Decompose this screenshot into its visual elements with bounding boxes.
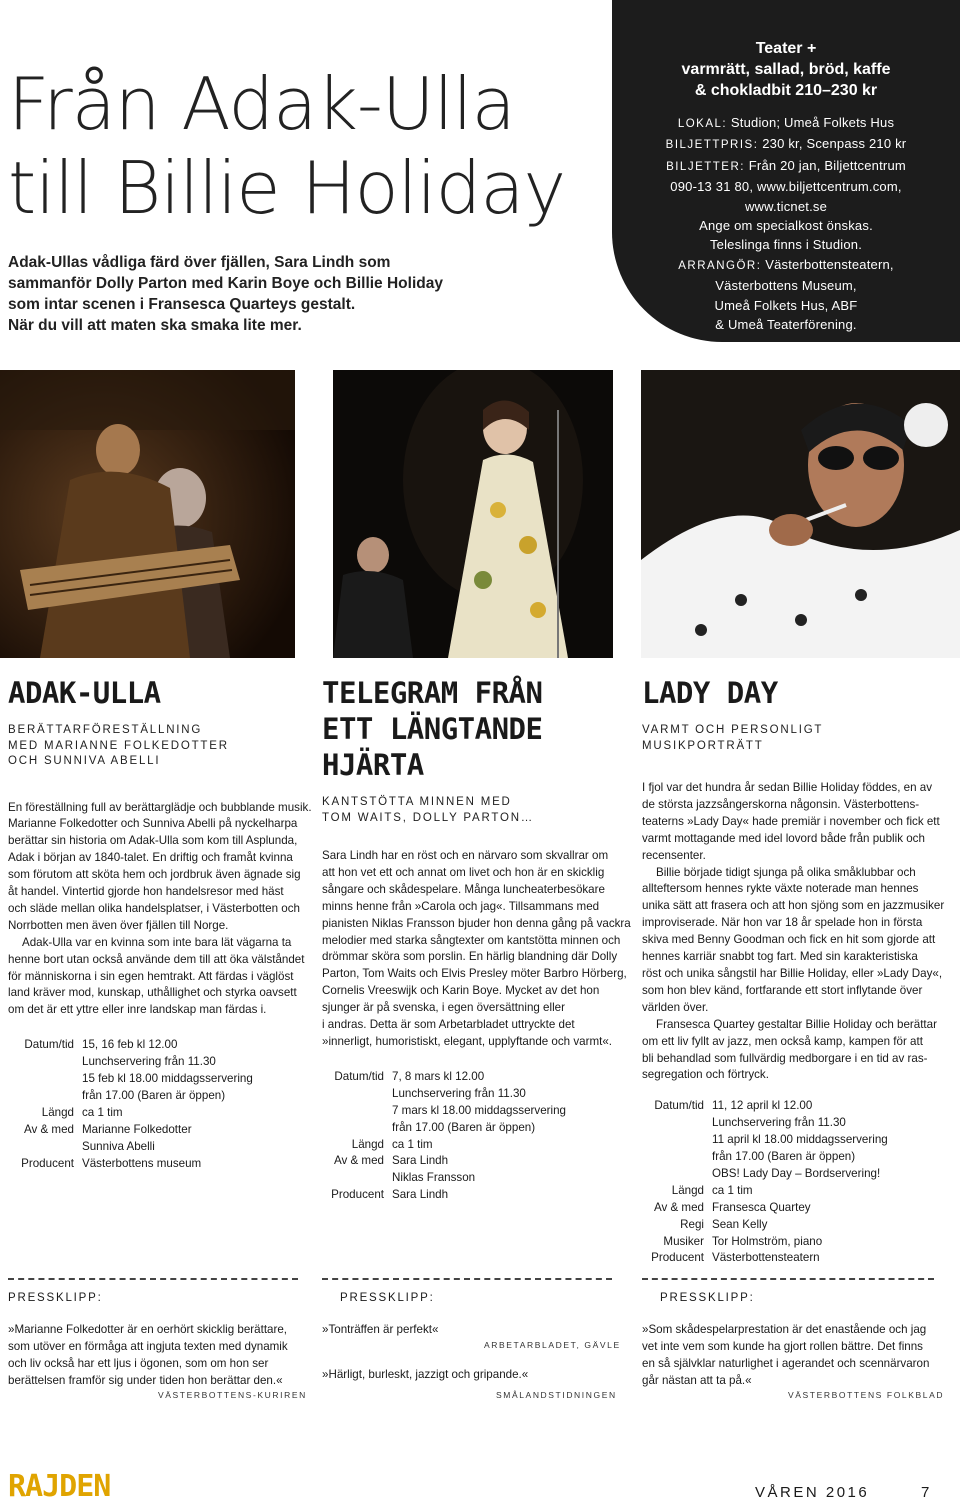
fact-line: Västerbottens museum xyxy=(82,1156,202,1170)
fact-row xyxy=(642,1098,932,1183)
lede-line: Adak-Ullas vådliga färd över fjällen, Sara Lindh som xyxy=(8,254,391,271)
body-line: improviserade. När hon var 18 år spelade hon in första xyxy=(642,916,923,930)
infobox-arrangor xyxy=(612,255,960,276)
fact-key: Producent xyxy=(331,1188,384,1202)
body-line: varmt mottagande med idel lovord både från publik och xyxy=(642,831,925,845)
lokal-value: Studion; Umeå Folkets Hus xyxy=(727,115,895,130)
fact-line: Niklas Fransson xyxy=(392,1171,476,1185)
subtitle-line: MED MARIANNE FOLKEDOTTER xyxy=(8,739,229,752)
fact-line: ca 1 tim xyxy=(82,1105,123,1119)
fact-value xyxy=(712,1217,767,1234)
body-line: melodier med starka sångtexter om kantstötta minnen och xyxy=(322,933,621,947)
body-line: världen över. xyxy=(642,1000,709,1014)
fact-key: Längd xyxy=(41,1105,74,1119)
fact-key: Längd xyxy=(351,1137,384,1151)
body-line: Norrbotten men även över fjällen till Norge. xyxy=(8,918,229,932)
fact-list xyxy=(322,1069,612,1204)
press-quote xyxy=(8,1322,288,1390)
fact-key: Datum/tid xyxy=(24,1038,74,1052)
quote-line: berättelsen framför sig under tiden hon berättar den.« xyxy=(8,1373,283,1387)
title-line: TELEGRAM FRÅN xyxy=(322,676,543,710)
body-line: Cornelis Vreeswijk och Karin Boye. Mycket av det hon xyxy=(322,984,600,998)
article-subtitle xyxy=(642,723,932,754)
body-line: land kräver mod, kunskap, uthållighet och styrka oavsett xyxy=(8,986,297,1000)
fact-value xyxy=(82,1122,192,1156)
quote-line: »Marianne Folkedotter är en oerhört skicklig berättare, xyxy=(8,1323,288,1336)
article-subtitle xyxy=(8,723,298,770)
fact-row xyxy=(642,1217,932,1234)
fact-line: Marianne Folkedotter xyxy=(82,1122,192,1136)
fact-value xyxy=(392,1137,433,1154)
body-line: Fransesca Quartey gestaltar Billie Holiday och berättar xyxy=(656,1017,937,1031)
fact-line: Lunchservering från 11.30 xyxy=(712,1116,846,1130)
body-line: de största jazzsångerskorna någonsin. Västerbottens- xyxy=(642,797,920,811)
article-title xyxy=(642,675,932,711)
rajden-logo xyxy=(8,1468,116,1504)
fact-row xyxy=(642,1250,932,1267)
fact-line: 15, 16 feb kl 12.00 xyxy=(82,1038,178,1052)
divider xyxy=(8,1278,298,1280)
fact-value xyxy=(712,1200,811,1217)
photo-telegram xyxy=(333,370,613,658)
press-quote xyxy=(322,1322,438,1339)
fact-row xyxy=(8,1105,298,1122)
divider xyxy=(322,1278,612,1280)
photo-adak-ulla xyxy=(0,370,295,658)
page-number: 7 xyxy=(921,1484,930,1501)
body-line: och släde mellan olika handelsplatser, i Västerbotten och xyxy=(8,901,300,915)
footer-season: VÅREN 2016 xyxy=(755,1484,870,1501)
article-lady-day xyxy=(642,675,945,1267)
fact-line: Sunniva Abelli xyxy=(82,1139,155,1153)
body-line: En föreställning full av berättarglädje och bubblande musik. xyxy=(8,800,312,814)
body-line: recensenter. xyxy=(642,848,706,862)
quote-line: vet inte vem som kunde ha gjort rollen bättre. Det finns xyxy=(642,1339,923,1353)
lokal-label: LOKAL: xyxy=(677,118,728,130)
fact-key: Längd xyxy=(671,1183,704,1197)
body-line: att hon vet ett och annat om livet och hon är en skicklig xyxy=(322,865,605,879)
fact-value xyxy=(712,1234,822,1251)
body-line: unika sätt att frasera och att hon sjöng som en jazzmusiker xyxy=(642,899,945,913)
infobox-arrangor-line: Västerbottens Museum, xyxy=(715,278,857,294)
subtitle-line: KANTSTÖTTA MINNEN MED xyxy=(322,796,512,808)
fact-row xyxy=(322,1187,612,1204)
fact-line: från 17.00 (Baren är öppen) xyxy=(712,1150,856,1164)
fact-line: Sean Kelly xyxy=(712,1217,768,1231)
fact-line: ca 1 tim xyxy=(712,1183,753,1197)
title-line-1: Från Adak-Ulla xyxy=(8,62,515,146)
fact-value xyxy=(82,1156,201,1173)
body-line: i andras. Detta är som Arbetarbladet uttryckte det xyxy=(322,1018,575,1032)
quote-line: »Som skådespelarprestation är det enastående och jag xyxy=(642,1323,927,1336)
article-body xyxy=(322,848,631,1051)
body-line: röst och unika sångstil har Billie Holiday, eller »Lady Day«, xyxy=(642,966,943,980)
quote-line: en så självklar naturlighet i agerandet och scennärvaron xyxy=(642,1356,930,1370)
fact-line: Fransesca Quartey xyxy=(712,1200,811,1214)
body-line: Marianne Folkedotter och Sunniva Abelli på nyckelharpa xyxy=(8,817,298,831)
article-subtitle xyxy=(322,795,612,826)
infobox-heading-line: & chokladbit 210–230 kr xyxy=(694,82,878,99)
fact-line: Lunchservering från 11.30 xyxy=(82,1055,216,1069)
fact-row xyxy=(8,1122,298,1156)
body-line: pianisten Niklas Fransson bjuder hon denna gång på vackra xyxy=(322,916,631,930)
press-label: PRESSKLIPP: xyxy=(8,1292,103,1304)
fact-list xyxy=(8,1037,298,1172)
infobox-biljetter xyxy=(612,156,960,177)
fact-row xyxy=(322,1153,612,1187)
fact-line: från 17.00 (Baren är öppen) xyxy=(392,1120,536,1134)
quote-line: »Härligt, burleskt, jazzigt och gripande.« xyxy=(322,1368,529,1381)
biljetter-value: Från 20 jan, Biljettcentrum xyxy=(744,157,906,173)
infobox-special-line: Ange om specialkost önskas. xyxy=(699,218,873,234)
fact-list xyxy=(642,1098,932,1267)
body-line: teaterns »Lady Day« hade premiär i november och fick ett xyxy=(642,814,940,828)
body-line: segregation och förtryck. xyxy=(642,1068,769,1082)
body-line: sjunger är på svenska, i egen översättning eller xyxy=(322,1001,565,1015)
fact-value xyxy=(392,1187,448,1204)
press-source: SMÅLANDSTIDNINGEN xyxy=(496,1390,617,1400)
fact-line: OBS! Lady Day – Bordservering! xyxy=(712,1166,881,1180)
press-label: PRESSKLIPP: xyxy=(340,1292,435,1304)
press-source: VÄSTERBOTTENS-KURIREN xyxy=(158,1390,307,1400)
article-title xyxy=(8,675,298,711)
body-line: om det är ett yttre eller inre landskap man färdas i. xyxy=(8,1003,267,1017)
body-line: om ett liv fyllt av jazz, men också kamp, kampen för att xyxy=(642,1034,923,1048)
body-line: minns henne från »Carola och jag«. Tillsammans med xyxy=(322,899,600,913)
fact-line: 11 april kl 18.00 middagsservering xyxy=(712,1133,888,1147)
fact-value xyxy=(712,1250,820,1267)
fact-value xyxy=(82,1037,253,1105)
fact-row xyxy=(322,1069,612,1137)
press-source: ARBETARBLADET, GÄVLE xyxy=(484,1340,621,1350)
page-title xyxy=(8,62,598,230)
fact-value xyxy=(392,1153,475,1187)
article-body xyxy=(8,800,312,1020)
body-line: Parton, Tom Waits och Elvis Presley möter Barbro Hörberg, xyxy=(322,967,627,981)
fact-key: Producent xyxy=(21,1156,74,1170)
body-line: skiva med Benny Goodman och fick en hit som gjorde att xyxy=(642,933,936,947)
biljetter-label: BILJETTER: xyxy=(666,160,745,173)
body-line: sångare och skådespelare. Många luncheaterbesökare xyxy=(322,882,605,896)
fact-key: Datum/tid xyxy=(654,1099,704,1113)
title-line: ADAK-ULLA xyxy=(8,676,161,710)
quote-line: som utöver en förmåga att ingjuta texten med dynamik xyxy=(8,1339,288,1353)
biljettpris-value: 230 kr, Scenpass 210 kr xyxy=(758,136,907,152)
fact-row xyxy=(322,1137,612,1154)
fact-value xyxy=(712,1183,753,1200)
body-line: drömmar sköra som porslin. En härlig blandning där Dolly xyxy=(322,950,618,964)
arrangor-label: ARRANGÖR: xyxy=(678,259,762,272)
fact-value xyxy=(392,1069,566,1137)
fact-line: 15 feb kl 18.00 middagsservering xyxy=(82,1072,253,1086)
fact-key: Producent xyxy=(651,1251,704,1265)
subtitle-line: TOM WAITS, DOLLY PARTON… xyxy=(322,811,535,824)
title-line: HJÄRTA xyxy=(322,748,424,782)
article-title xyxy=(322,675,612,783)
fact-row xyxy=(8,1037,298,1105)
press-source: VÄSTERBOTTENS FOLKBLAD xyxy=(788,1390,945,1400)
fact-line: 11, 12 april kl 12.00 xyxy=(712,1099,813,1113)
photo-strip xyxy=(0,370,960,658)
lede-line: sammanför Dolly Parton med Karin Boye och Billie Holiday xyxy=(8,275,443,292)
infobox-details xyxy=(612,113,960,334)
infobox-heading xyxy=(612,38,960,101)
infobox-arrangor-line: Umeå Folkets Hus, ABF xyxy=(714,297,858,313)
fact-key: Musiker xyxy=(663,1234,704,1248)
body-line: bli behandlad som fullvärdig medborgare i en tid av ras- xyxy=(642,1051,928,1065)
body-line: Adak i början av 1840-talet. En driftig och framåt kvinna xyxy=(8,851,293,865)
divider xyxy=(642,1278,934,1280)
title-line: ETT LÄNGTANDE xyxy=(322,712,543,746)
fact-line: ca 1 tim xyxy=(392,1137,433,1151)
quote-line: går nästan att ta på.« xyxy=(642,1373,752,1387)
fact-key: Datum/tid xyxy=(334,1069,384,1083)
subtitle-line: BERÄTTARFÖRESTÄLLNING xyxy=(8,724,203,736)
title-line-2: till Billie Holiday xyxy=(8,146,566,231)
article-adak-ulla xyxy=(8,675,312,1173)
body-line: berättar sin historia om Adak-Ulla som kom till Asplunda, xyxy=(8,834,298,848)
fact-line: Lunchservering från 11.30 xyxy=(392,1086,526,1100)
infobox-lokal xyxy=(612,113,960,134)
ticket-info-box xyxy=(612,0,960,342)
fact-row xyxy=(642,1234,932,1251)
infobox-biljettpris xyxy=(612,134,960,155)
fact-key: Av & med xyxy=(23,1122,74,1136)
fact-line: från 17.00 (Baren är öppen) xyxy=(82,1089,226,1102)
body-line: Adak-Ulla var en kvinna som inte bara lät vägarna ta xyxy=(22,935,292,949)
fact-row xyxy=(642,1183,932,1200)
lede xyxy=(8,252,448,336)
fact-value xyxy=(712,1098,888,1183)
subtitle-line: VARMT OCH PERSONLIGT xyxy=(642,724,824,736)
fact-value xyxy=(82,1105,123,1122)
body-line: som hon blev känd, fortfarande ett stort inflytande över xyxy=(642,983,923,997)
fact-line: Västerbottensteatern xyxy=(712,1251,820,1265)
infobox-phone-line: 090-13 31 80, www.biljettcentrum.com, xyxy=(670,179,902,195)
press-label: PRESSKLIPP: xyxy=(660,1292,755,1304)
fact-key: Av & med xyxy=(333,1154,384,1168)
body-line: I fjol var det hundra år sedan Billie Holiday föddes, en av xyxy=(642,781,933,794)
infobox-heading-line: Teater + xyxy=(755,40,817,57)
fact-row xyxy=(8,1156,298,1173)
body-line: som förutom att sköta hem och jordbruk även ägnade sig xyxy=(8,868,301,882)
title-line: LADY DAY xyxy=(642,676,778,710)
photo-lady-day xyxy=(641,370,960,658)
press-quote xyxy=(322,1367,528,1384)
body-line: »innerligt, humoristiskt, elegant, upplyftande och varmt«. xyxy=(322,1034,612,1048)
fact-row xyxy=(642,1200,932,1217)
logo-text: RAJDEN xyxy=(8,1469,111,1500)
lede-line: som intar scenen i Fransesca Quarteys gestalt. xyxy=(8,296,356,313)
infobox-web-line: www.ticnet.se xyxy=(744,198,828,214)
fact-key: Regi xyxy=(680,1217,704,1231)
fact-line: 7 mars kl 18.00 middagsservering xyxy=(392,1103,566,1117)
fact-line: 7, 8 mars kl 12.00 xyxy=(392,1069,485,1083)
article-body xyxy=(642,780,945,1084)
body-line: henne bort utan också använde dem till att öka välståndet xyxy=(8,952,305,966)
fact-line: Tor Holmström, piano xyxy=(712,1234,823,1248)
subtitle-line: OCH SUNNIVA ABELLI xyxy=(8,755,161,767)
body-line: för människorna i sin egen hemtrakt. Att färdas i väglöst xyxy=(8,969,294,983)
arrangor-value: Västerbottensteatern, xyxy=(761,256,894,272)
fact-line: Sara Lindh xyxy=(392,1154,449,1168)
body-line: allteftersom hennes rykte växte noterade man hennes xyxy=(642,882,919,896)
quote-line: »Tonträffen är perfekt« xyxy=(322,1323,439,1336)
subtitle-line: MUSIKPORTRÄTT xyxy=(642,739,764,752)
infobox-teleslinga-line: Teleslinga finns i Studion. xyxy=(709,237,863,253)
quote-line: och liv också har ett ljus i ögonen, som om hon ser xyxy=(8,1356,269,1370)
body-line: Sara Lindh har en röst och en närvaro som skvallrar om xyxy=(322,849,609,862)
lede-line: När du vill att maten ska smaka lite mer. xyxy=(8,317,302,334)
body-line: åt handel. Vintertid gjorde hon handelsresor med häst xyxy=(8,885,284,899)
press-quote xyxy=(642,1322,929,1390)
article-telegram xyxy=(322,675,631,1204)
fact-key: Av & med xyxy=(653,1200,704,1214)
body-line: hennes karriär snabbt tog fart. Med sin karakteristiska xyxy=(642,950,918,964)
infobox-arrangor-line: & Umeå Teaterförening. xyxy=(715,317,857,333)
body-line: Billie började tidigt sjunga på olika småklubbar och xyxy=(656,865,916,879)
biljettpris-label: BILJETTPRIS: xyxy=(665,139,759,152)
fact-line: Sara Lindh xyxy=(392,1188,449,1202)
infobox-heading-line: varmrätt, sallad, bröd, kaffe xyxy=(681,61,891,78)
